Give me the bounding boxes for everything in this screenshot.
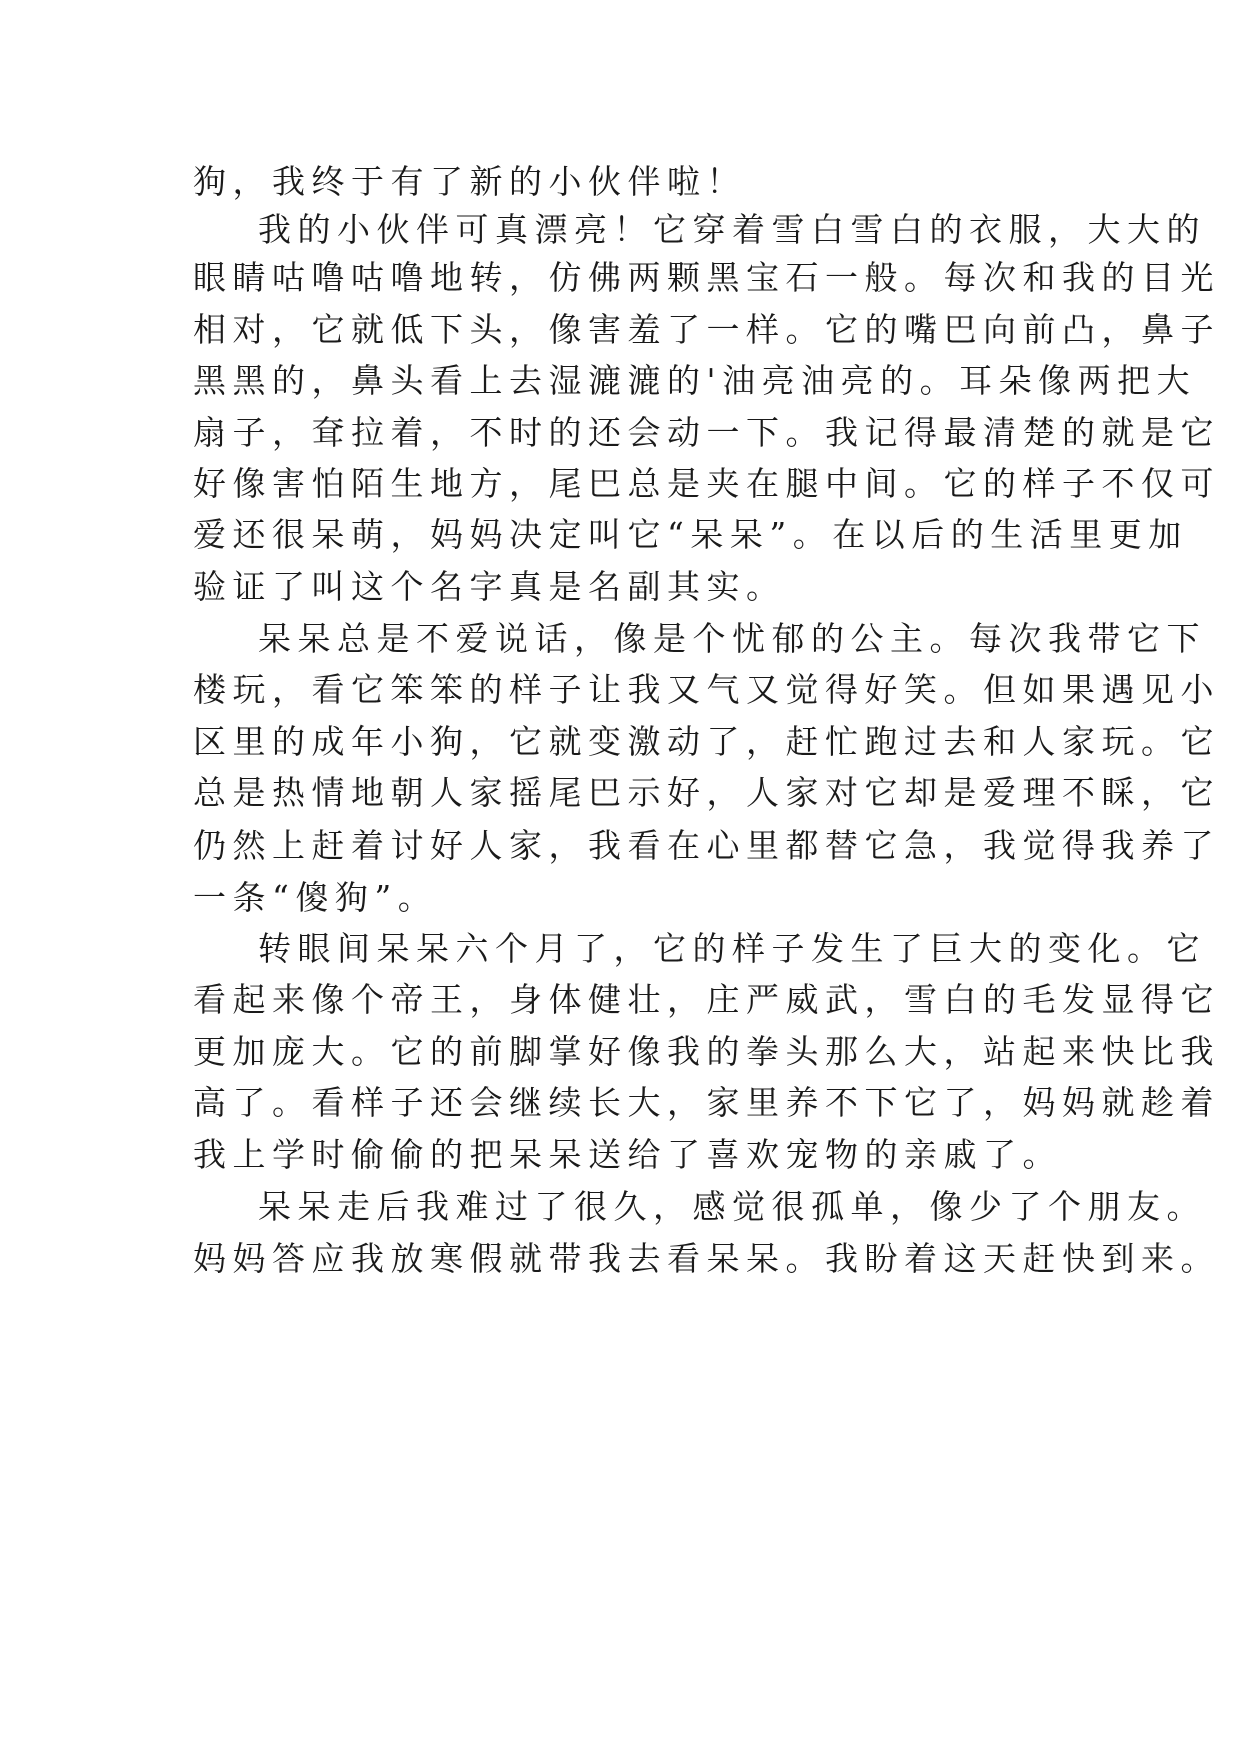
paragraph-2-line-3: 相对，它就低下头，像害羞了一样。它的嘴巴向前凸，鼻子 <box>193 310 1220 349</box>
paragraph-5-line-1: 呆呆走后我难过了很久，感觉很孤单，像少了个朋友。 <box>258 1187 1206 1226</box>
paragraph-2-line-1: 我的小伙伴可真漂亮！它穿着雪白雪白的衣服，大大的 <box>258 210 1206 249</box>
paragraph-2-line-7: 爱还很呆萌，妈妈决定叫它“呆呆”。在以后的生活里更加 <box>193 515 1188 554</box>
paragraph-3-line-3: 区里的成年小狗，它就变激动了，赶忙跑过去和人家玩。它 <box>193 722 1220 761</box>
paragraph-4-line-3: 更加庞大。它的前脚掌好像我的拳头那么大，站起来快比我 <box>193 1032 1220 1071</box>
paragraph-2-line-2: 眼睛咕噜咕噜地转，仿佛两颗黑宝石一般。每次和我的目光 <box>193 258 1220 297</box>
paragraph-3-line-5: 仍然上赶着讨好人家，我看在心里都替它急，我觉得我养了 <box>193 826 1220 865</box>
paragraph-2-line-6: 好像害怕陌生地方，尾巴总是夹在腿中间。它的样子不仅可 <box>193 464 1220 503</box>
paragraph-2-line-4: 黑黑的，鼻头看上去湿漉漉的'油亮油亮的。耳朵像两把大 <box>193 361 1197 400</box>
paragraph-4-line-5: 我上学时偷偷的把呆呆送给了喜欢宠物的亲戚了。 <box>193 1135 1062 1174</box>
paragraph-2-line-5: 扇子，耷拉着，不时的还会动一下。我记得最清楚的就是它 <box>193 413 1220 452</box>
paragraph-2-line-8: 验证了叫这个名字真是名副其实。 <box>193 567 786 606</box>
paragraph-1-line-1: 狗，我终于有了新的小伙伴啦！ <box>193 162 746 201</box>
paragraph-4-line-2: 看起来像个帝王，身体健壮，庄严威武，雪白的毛发显得它 <box>193 980 1220 1019</box>
paragraph-3-line-6: 一条“傻狗”。 <box>193 878 438 917</box>
paragraph-3-line-2: 楼玩，看它笨笨的样子让我又气又觉得好笑。但如果遇见小 <box>193 670 1220 709</box>
paragraph-3-line-4: 总是热情地朝人家摇尾巴示好，人家对它却是爱理不睬，它 <box>193 773 1220 812</box>
paragraph-4-line-4: 高了。看样子还会继续长大，家里养不下它了，妈妈就趁着 <box>193 1083 1220 1122</box>
paragraph-4-line-1: 转眼间呆呆六个月了，它的样子发生了巨大的变化。它 <box>258 929 1206 968</box>
paragraph-3-line-1: 呆呆总是不爱说话，像是个忧郁的公主。每次我带它下 <box>258 619 1206 658</box>
paragraph-5-line-2: 妈妈答应我放寒假就带我去看呆呆。我盼着这天赶快到来。 <box>193 1239 1220 1278</box>
